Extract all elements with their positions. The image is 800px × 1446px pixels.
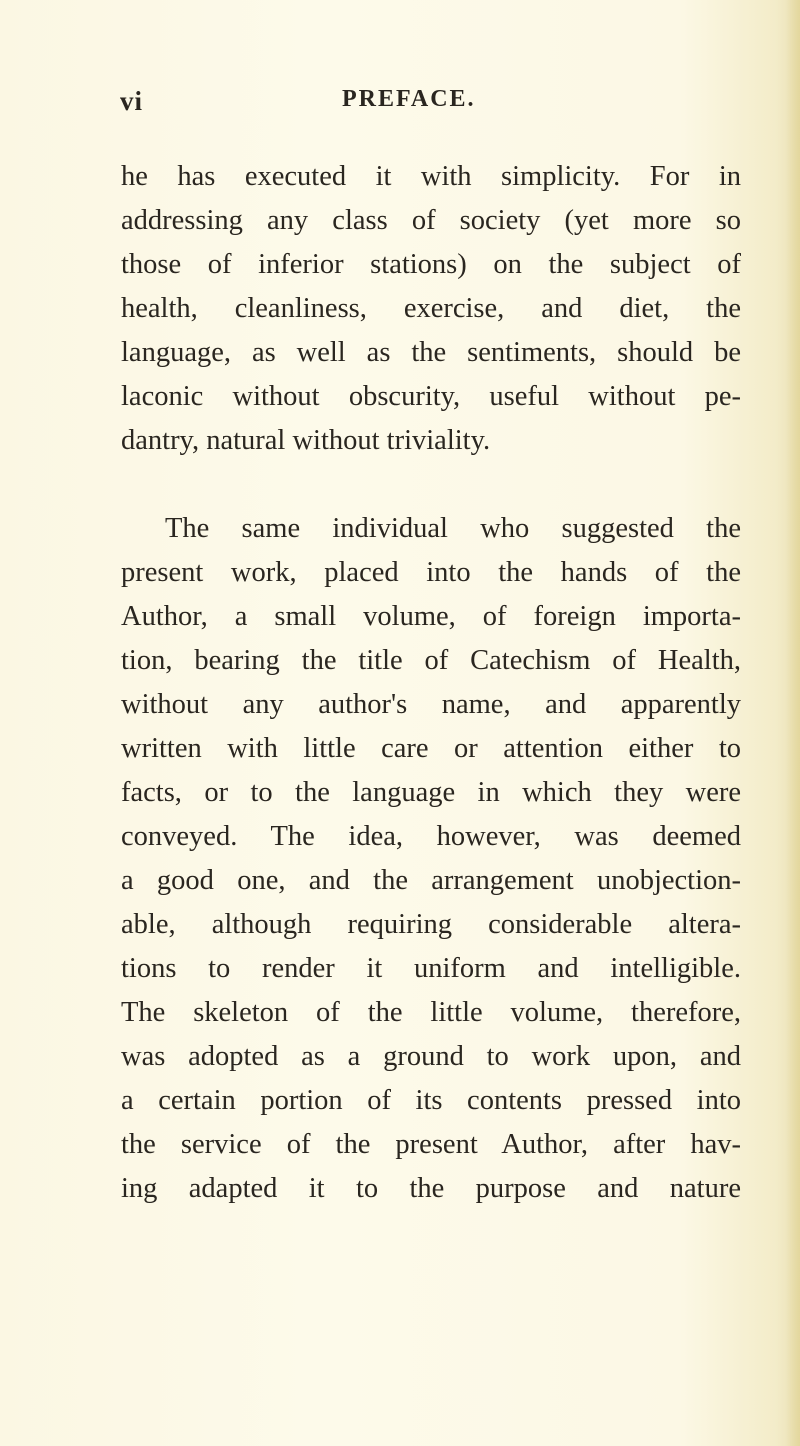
text-line: a certain portion of its contents pressed into [121, 1085, 741, 1116]
text-line: conveyed. The idea, however, was deemed [121, 821, 741, 852]
text-line: the service of the present Author, after hav- [121, 1129, 741, 1160]
paragraph-1 [121, 155, 741, 463]
paragraph-2 [121, 507, 741, 1211]
text-line: tion, bearing the title of Catechism of Health, [121, 645, 741, 676]
text-line: without any author's name, and apparently [121, 689, 741, 720]
page-edge-shadow [786, 0, 800, 1446]
text-line: able, although requiring considerable altera- [121, 909, 741, 940]
text-line: written with little care or attention either to [121, 733, 741, 764]
text-line: Author, a small volume, of foreign importa- [121, 601, 741, 632]
page-header [120, 86, 740, 126]
text-line: ing adapted it to the purpose and nature [121, 1173, 741, 1204]
text-line: present work, placed into the hands of the [121, 557, 741, 588]
text-line: was adopted as a ground to work upon, and [121, 1041, 741, 1072]
text-line: addressing any class of society (yet more so [121, 205, 741, 236]
text-line: language, as well as the sentiments, should be [121, 337, 741, 368]
text-line: laconic without obscurity, useful without pe- [121, 381, 741, 412]
text-line: those of inferior stations) on the subject of [121, 249, 741, 280]
page-number: vi [120, 86, 144, 116]
body-text [121, 155, 741, 1211]
text-line: dantry, natural without triviality. [121, 425, 491, 456]
text-line: facts, or to the language in which they were [121, 777, 741, 808]
text-line: health, cleanliness, exercise, and diet, the [121, 293, 741, 324]
text-line: a good one, and the arrangement unobjection- [121, 865, 741, 896]
running-head: PREFACE. [342, 86, 476, 112]
text-line: The same individual who suggested the [165, 513, 741, 544]
text-line: tions to render it uniform and intelligible. [121, 953, 741, 984]
text-line: he has executed it with simplicity. For in [121, 161, 741, 192]
text-line: The skeleton of the little volume, therefore, [121, 997, 741, 1028]
paragraph-spacer [121, 463, 741, 507]
